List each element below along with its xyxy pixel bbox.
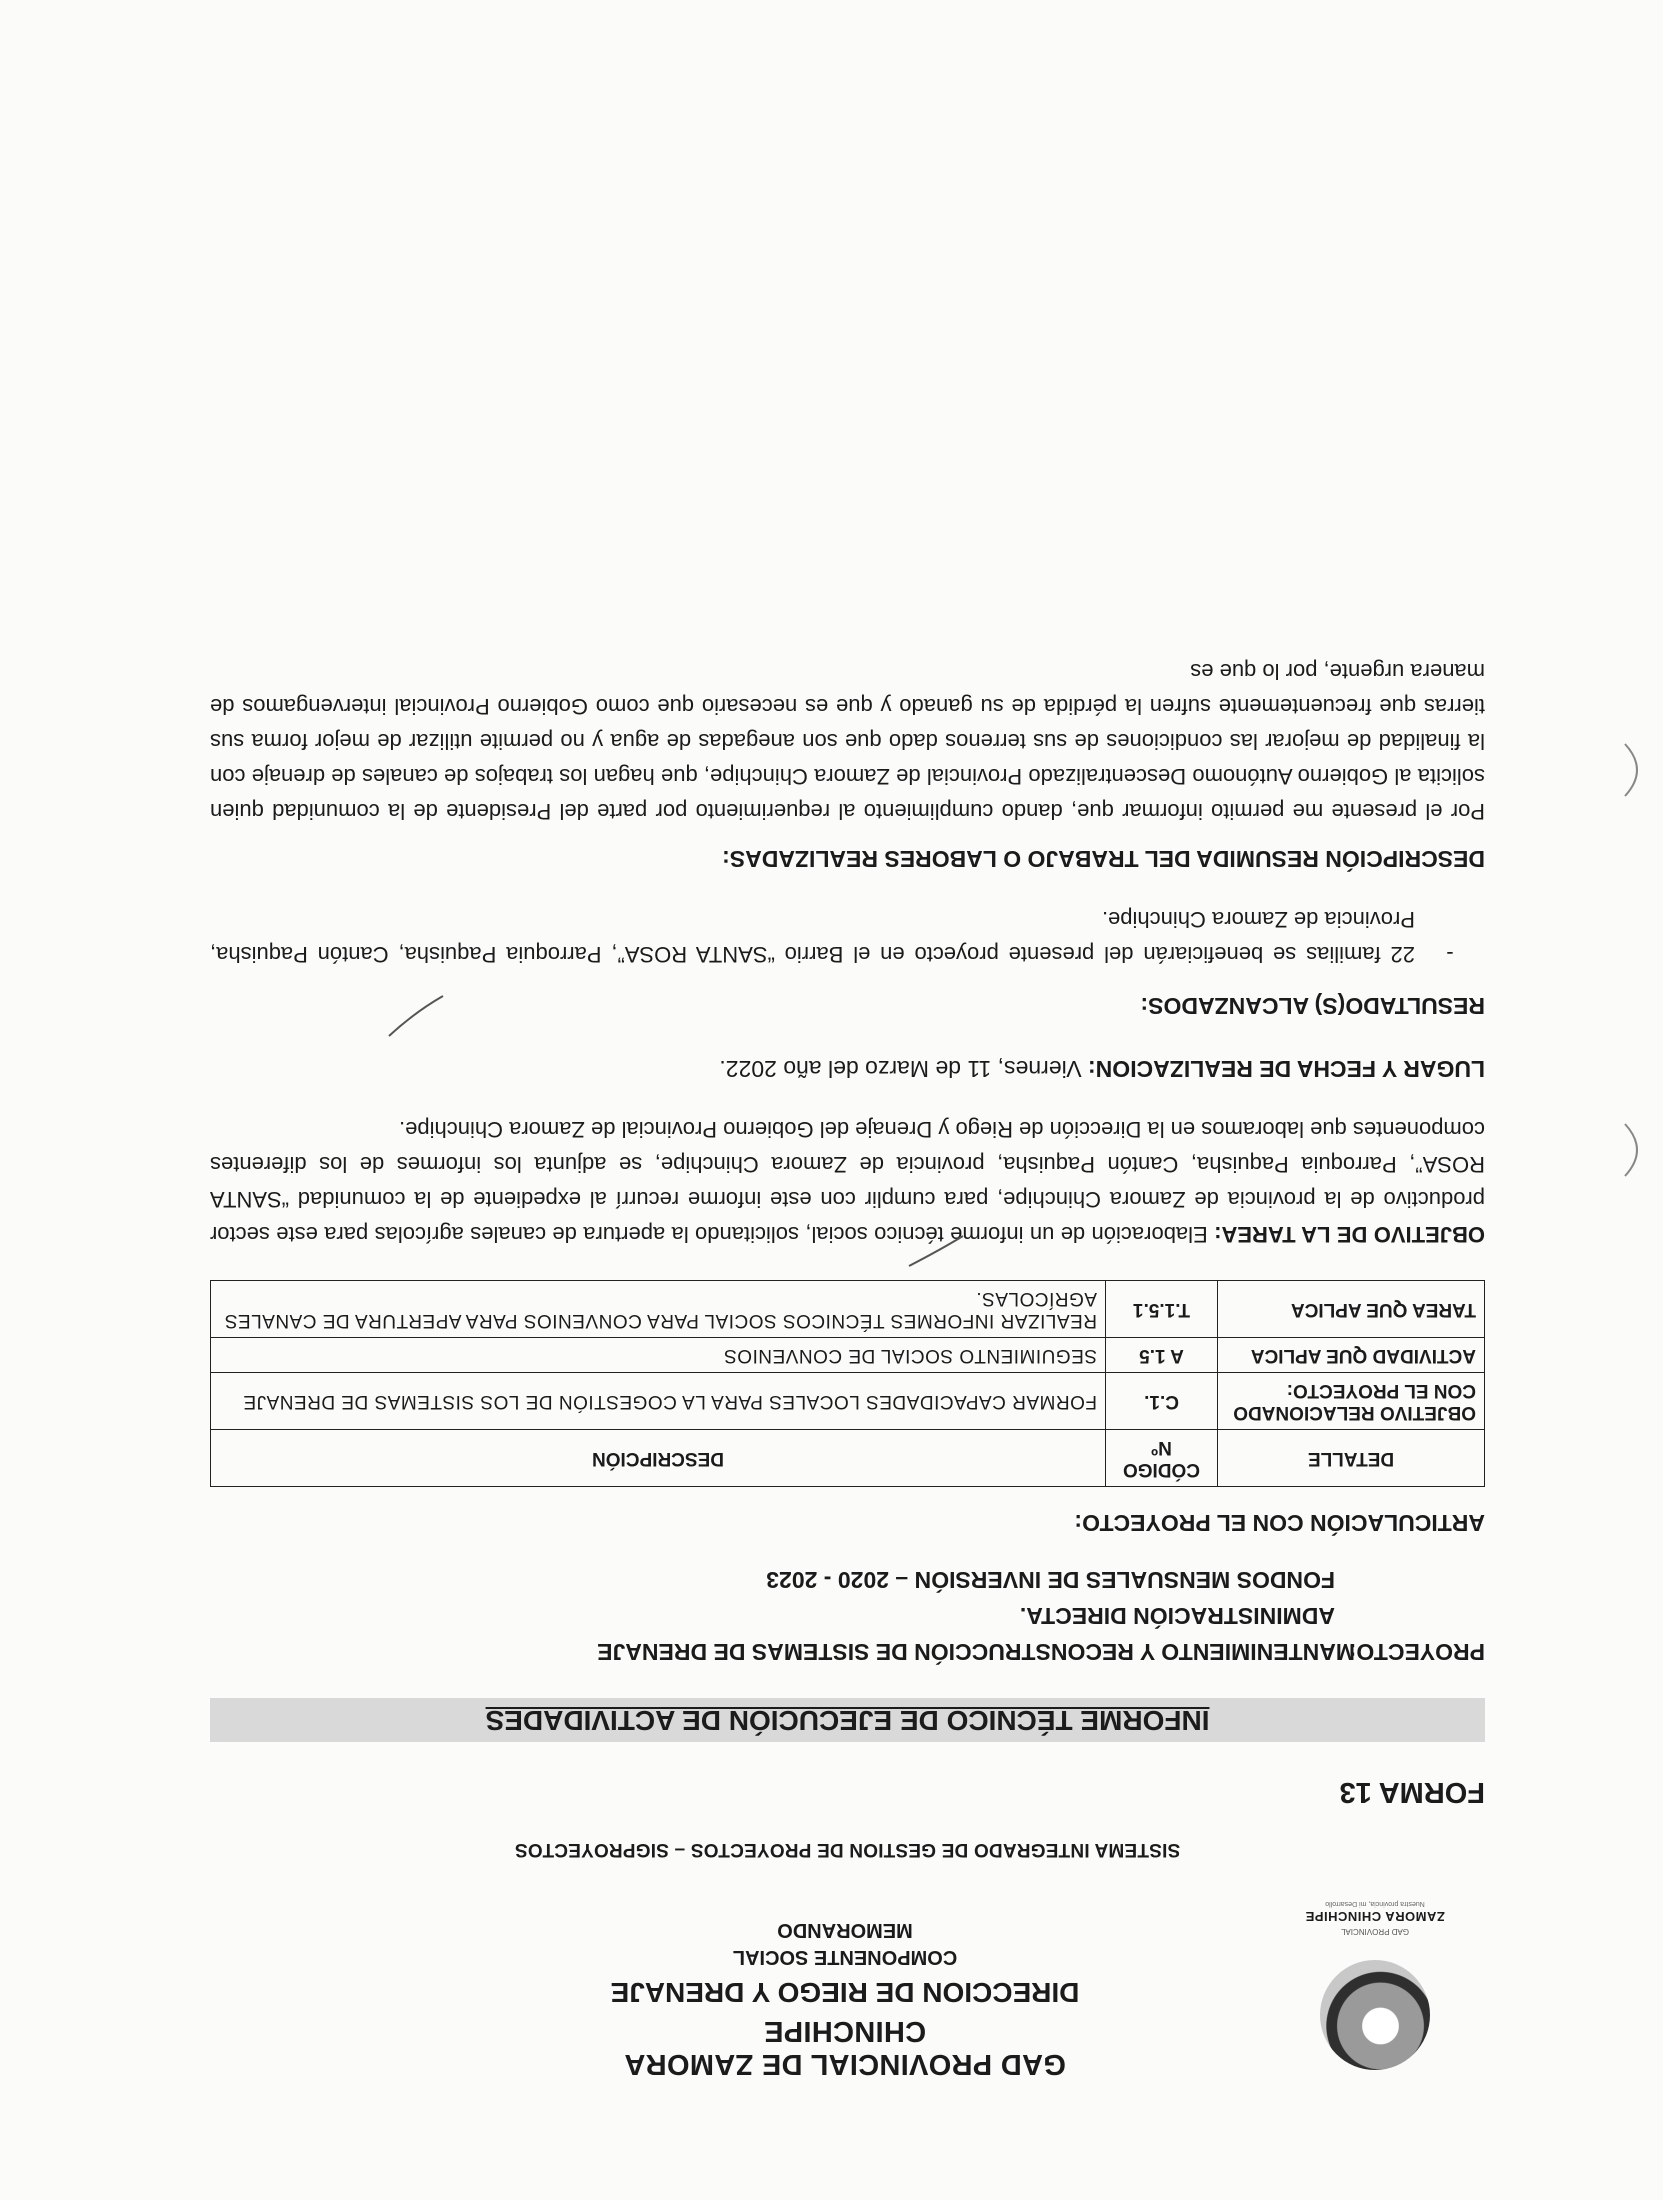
direction-name: DIRECCION DE RIEGO Y DRENAJE bbox=[610, 1977, 1080, 2008]
row-description: REALIZAR INFORMES TÉCNICOS SOCIAL PARA CONVENIOS PARA APERTURA DE CANALES AGRÍCOLAS. bbox=[211, 1281, 1106, 1338]
form-number: FORMA 13 bbox=[1339, 1776, 1485, 1808]
articulation-label: ARTICULACIÓN CON EL PROYECTO: bbox=[1074, 1510, 1485, 1536]
pen-check-mark bbox=[905, 1230, 965, 1270]
row-code: C.1. bbox=[1106, 1373, 1218, 1430]
results-text: 22 familias se beneficiarán del presente proyecto en el Barrio “SANTA ROSA”, Parroquia Paquisha, Cantón Paquisha, Provincia de Zamora Chinchipe. bbox=[210, 907, 1415, 967]
place-date-line bbox=[210, 1055, 1485, 1082]
row-detail: TAREA QUE APLICA bbox=[1218, 1281, 1485, 1338]
logo-subtitle: GAD PROVINCIAL bbox=[1341, 1927, 1410, 1936]
table-row bbox=[211, 1281, 1485, 1338]
project-block bbox=[210, 1562, 1485, 1670]
punch-hole-mark bbox=[1615, 1120, 1655, 1180]
place-date-value: Viernes, 11 de Marzo del año 2022. bbox=[719, 1056, 1082, 1082]
bullet-dash: - bbox=[1446, 942, 1454, 967]
articulation-table bbox=[210, 1280, 1485, 1487]
project-label: PROYECTO: bbox=[1348, 1639, 1485, 1665]
logo-name: ZAMORA CHINCHIPE bbox=[1305, 1909, 1445, 1924]
document-header bbox=[210, 1760, 1485, 2090]
summary-text: Por el presente me permito informar que, dando cumplimiento al requerimiento por parte del Presidente de la comunidad quien solicita al Gobierno Autónomo Descentralizado Provincial de Zamora Chinchipe, que hagan los trabajos de canales de drenaje con la finalidad de mejorar las condiciones de sus terrenos dado que son anegadas de agua y no permite utilizar de mejor forma sus tierras que frecuentemente sufren la pérdida de su ganado y que es necesario que como Gobierno Provincial intervengamos de manera urgente, por lo que es bbox=[210, 659, 1485, 824]
row-description: FORMAR CAPACIDADES LOCALES PARA LA COGESTIÓN DE LOS SISTEMAS DE DRENAJE bbox=[211, 1373, 1106, 1430]
header-description: DESCRIPCIÓN bbox=[211, 1430, 1106, 1487]
logo-emblem-icon bbox=[1320, 1960, 1430, 2070]
results-label: RESULTADO(S) ALCANZADOS: bbox=[1140, 993, 1485, 1019]
row-detail: OBJETIVO RELACIONADO CON EL PROYECTO: bbox=[1218, 1373, 1485, 1430]
document-content bbox=[210, 654, 1485, 2090]
header-detail: DETALLE bbox=[1218, 1430, 1485, 1487]
results-item bbox=[210, 902, 1485, 972]
project-line-2: ADMINISTRACIÓN DIRECTA. bbox=[1019, 1603, 1335, 1629]
pen-check-mark bbox=[385, 990, 445, 1040]
project-line-1: MANTENIMIENTO Y RECONSTRUCCIÓN DE SISTEMAS DE DRENAJE bbox=[597, 1639, 1355, 1665]
report-title: INFORME TÉCNICO DE EJECUCIÓN DE ACTIVIDADES bbox=[485, 1705, 1210, 1736]
table-row bbox=[211, 1338, 1485, 1373]
row-code: T.1.5.1 bbox=[1106, 1281, 1218, 1338]
punch-hole-mark bbox=[1615, 740, 1655, 800]
header-code: CÓDIGO Nº bbox=[1106, 1430, 1218, 1487]
organization-name: GAD PROVINCIAL DE ZAMORA CHINCHIPE bbox=[624, 2015, 1066, 2080]
table-header-row bbox=[211, 1430, 1485, 1487]
memo-label: MEMORANDO bbox=[777, 1919, 913, 1941]
project-line-3: FONDOS MENSUALES DE INVERSIÓN – 2020 - 2023 bbox=[766, 1567, 1335, 1593]
row-description: SEGUIMIENTO SOCIAL DE CONVENIOS bbox=[211, 1338, 1106, 1373]
table-row bbox=[211, 1373, 1485, 1430]
row-detail: ACTIVIDAD QUE APLICA bbox=[1218, 1338, 1485, 1373]
objective-paragraph bbox=[210, 1112, 1485, 1252]
organization-block bbox=[585, 1918, 1105, 2080]
gad-logo bbox=[1265, 1900, 1485, 2070]
objective-text: Elaboración de un informe técnico social, solicitando la apertura de canales agrícolas para este sector productivo de la provincia de Zamora Chinchipe, para cumplir con este informe recurrí al expediente de la comunidad “SANTA ROSA”, Parroquia Paquisha, Cantón Paquisha, provincia de Zamora Chinchipe, se adjunta los informes de los diferentes componentes que laboramos en la Dirección de Riego y Drenaje del Gobierno Provincial de Zamora Chinchipe. bbox=[209, 1117, 1485, 1247]
logo-tagline: Nuestra provincia, mi Desarrollo bbox=[1325, 1900, 1425, 1907]
summary-label: DESCRIPCIÓN RESUMIDA DEL TRABAJO O LABORES REALIZADAS: bbox=[722, 846, 1485, 872]
row-code: A 1.5 bbox=[1106, 1338, 1218, 1373]
system-name: SISTEMA INTEGRADO DE GESTION DE PROYECTOS – SIGPROYECTOS bbox=[514, 1839, 1181, 1860]
title-band bbox=[210, 1698, 1485, 1742]
place-date-label: LUGAR Y FECHA DE REALIZACION: bbox=[1088, 1056, 1485, 1082]
component-name: COMPONENTE SOCIAL bbox=[732, 1946, 958, 1968]
objective-label: OBJETIVO DE LA TAREA: bbox=[1214, 1222, 1485, 1247]
